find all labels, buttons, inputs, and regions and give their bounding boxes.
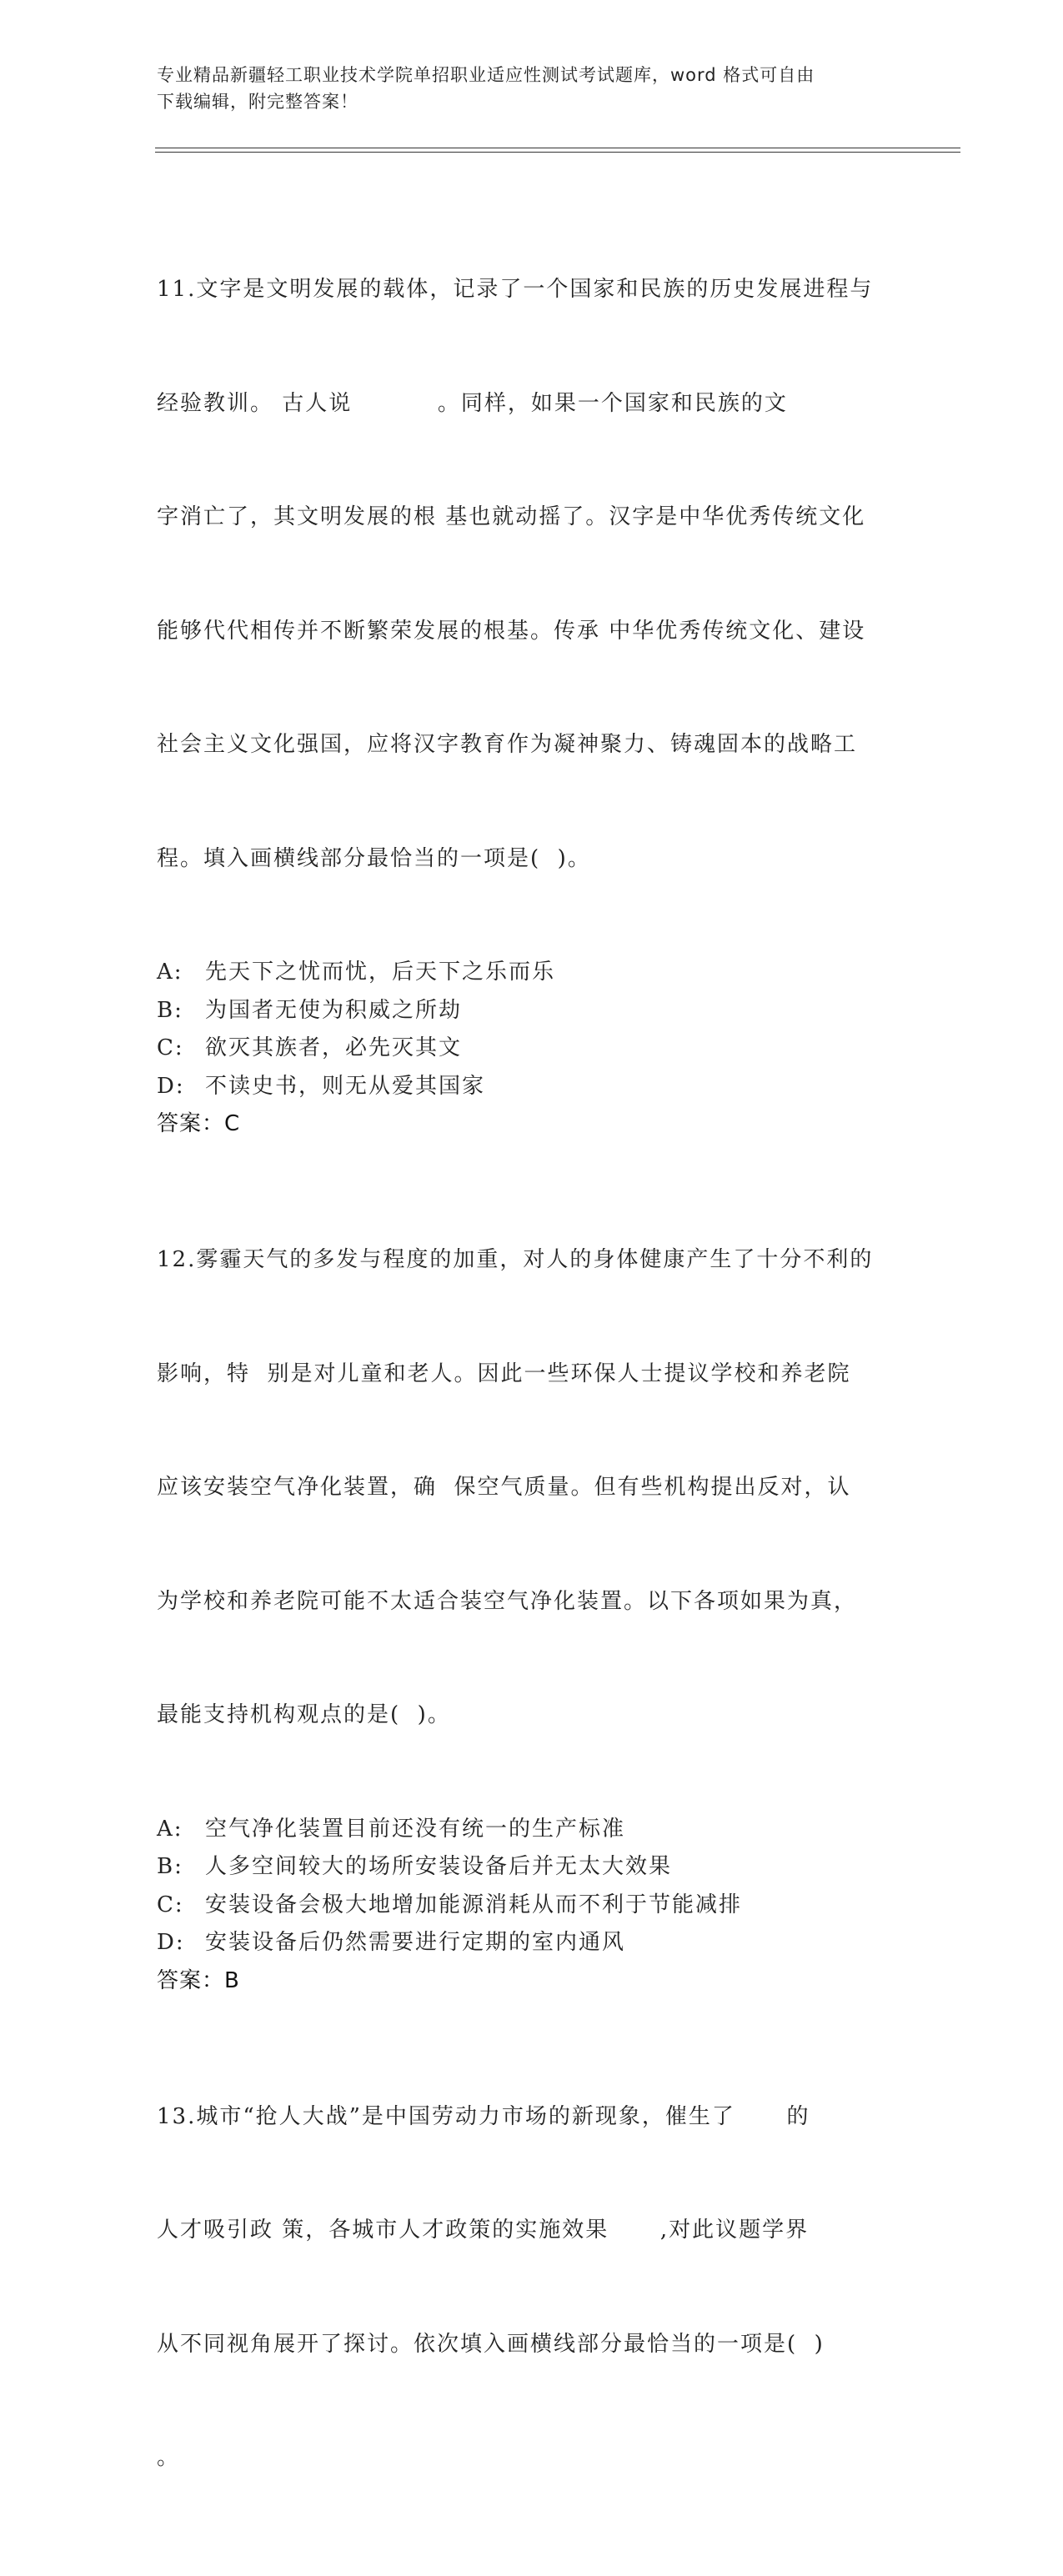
- header-rule-bottom: [155, 152, 960, 153]
- option-a: [157, 954, 907, 992]
- option-letter: D:: [157, 1930, 185, 1955]
- stem-line: 。: [157, 2445, 181, 2470]
- stem-line: 为学校和养老院可能不太适合装空气净化装置。以下各项如果为真，: [157, 1588, 858, 1614]
- option-letter: C:: [157, 1035, 184, 1060]
- option-c: [157, 1030, 907, 1068]
- option-b: [157, 992, 907, 1030]
- option-letter: D:: [157, 1073, 185, 1099]
- option-text: 先天下之忧而忧，后天下之乐而乐: [205, 960, 556, 985]
- stem-line: 最能支持机构观点的是( )。: [157, 1702, 451, 1727]
- option-letter: B:: [157, 1854, 183, 1879]
- question-12: [157, 1165, 907, 2000]
- page-header: [157, 62, 890, 115]
- stem-line: 人才吸引政 策，各城市人才政策的实施效果 ,对此议题学界: [157, 2218, 810, 2243]
- option-text: 不读史书，则无从爱其国家: [205, 1073, 486, 1099]
- question-11: [157, 195, 907, 1143]
- question-stem: [157, 2022, 890, 2553]
- answer-line: 答案：B: [157, 1967, 240, 1993]
- stem-line: 从不同视角展开了探讨。依次填入画横线部分最恰当的一项是( ): [157, 2331, 825, 2357]
- answer-line: 答案：C: [157, 1111, 241, 1136]
- stem-line: 字消亡了，其文明发展的根 基也就动摇了。汉字是中华优秀传统文化: [157, 504, 866, 529]
- stem-line: 经验教训。 古人说 。同样，如果一个国家和民族的文: [157, 390, 788, 416]
- stem-line: 社会主义文化强国，应将汉字教育作为凝神聚力、铸魂固本的战略工: [157, 732, 858, 757]
- stem-line: 能够代代相传并不断繁荣发展的根基。传承 中华优秀传统文化、建设: [157, 618, 866, 644]
- option-a: [157, 1811, 907, 1849]
- option-c: [157, 1887, 907, 1925]
- stem-line: 影响，特 别是对儿童和老人。因此一些环保人士提议学校和养老院: [157, 1361, 851, 1386]
- header-line-2: 下载编辑，附完整答案！: [157, 92, 359, 112]
- option-text: 为国者无使为积威之所劫: [205, 997, 463, 1023]
- stem-line: 程。填入画横线部分最恰当的一项是( )。: [157, 845, 591, 871]
- option-letter: A:: [157, 960, 183, 985]
- stem-line: 12.雾霾天气的多发与程度的加重，对人的身体健康产生了十分不利的: [157, 1247, 874, 1272]
- question-stem: [157, 195, 890, 954]
- option-d: [157, 1068, 907, 1106]
- option-text: 安装设备后仍然需要进行定期的室内通风: [205, 1930, 626, 1955]
- option-text: 欲灭其族者，必先灭其文: [205, 1035, 463, 1060]
- stem-line: 11.文字是文明发展的载体，记录了一个国家和民族的历史发展进程与: [157, 277, 874, 302]
- question-13: [157, 2022, 907, 2553]
- option-letter: B:: [157, 997, 183, 1023]
- option-b: [157, 1848, 907, 1887]
- question-list: [157, 195, 907, 2576]
- stem-line: 应该安装空气净化装置，确 保空气质量。但有些机构提出反对，认: [157, 1475, 851, 1500]
- question-stem: [157, 1165, 890, 1811]
- option-d: [157, 1924, 907, 1962]
- option-text: 安装设备会极大地增加能源消耗从而不利于节能减排: [205, 1892, 743, 1917]
- option-text: 空气净化装置目前还没有统一的生产标准: [205, 1816, 626, 1842]
- option-text: 人多空间较大的场所安装设备后并无太大效果: [205, 1854, 673, 1879]
- header-line-1: 专业精品新疆轻工职业技术学院单招职业适应性测试考试题库，word 格式可自由: [157, 65, 815, 85]
- option-letter: A:: [157, 1816, 183, 1842]
- option-letter: C:: [157, 1892, 184, 1917]
- stem-line: 13.城市“抢人大战”是中国劳动力市场的新现象，催生了 的: [157, 2103, 810, 2129]
